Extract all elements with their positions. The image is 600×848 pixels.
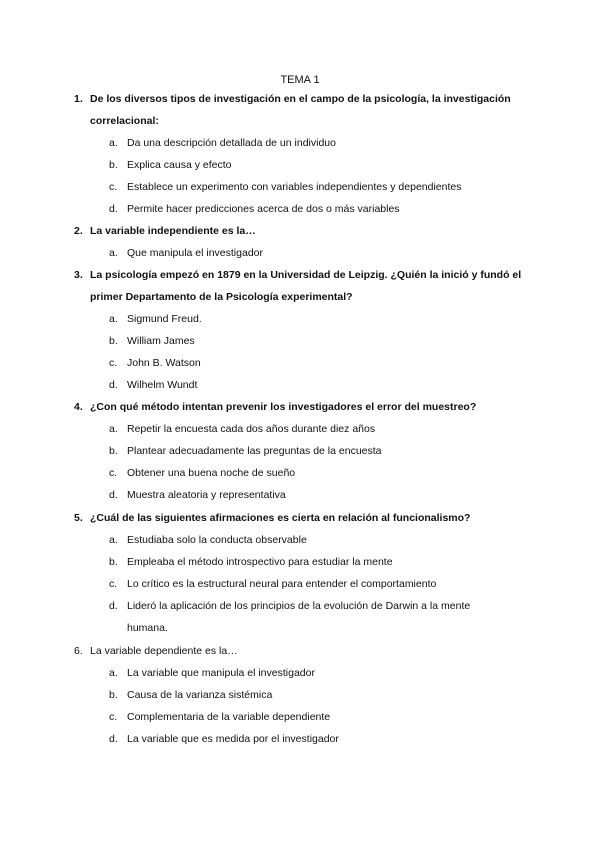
option-text: Complementaria de la variable dependiente xyxy=(127,711,331,723)
option-letter: d. xyxy=(109,489,118,501)
option-letter: a. xyxy=(109,534,118,546)
question-text: ¿Cuál de las siguientes afirmaciones es cierta en relación al funcionalismo? xyxy=(90,512,471,524)
option-letter: c. xyxy=(109,711,118,723)
option-text: La variable que manipula el investigador xyxy=(127,667,315,679)
option-letter: d. xyxy=(109,600,118,612)
option-text: Permite hacer predicciones acerca de dos o más variables xyxy=(127,203,400,215)
option-letter: b. xyxy=(109,689,118,701)
question-number: 3. xyxy=(74,269,83,281)
option-letter: b. xyxy=(109,556,118,568)
option-text: Plantear adecuadamente las preguntas de la encuesta xyxy=(127,445,382,457)
option-text: John B. Watson xyxy=(127,357,201,369)
option-text: Que manipula el investigador xyxy=(127,247,263,259)
option-text: Causa de la varianza sistémica xyxy=(127,689,273,701)
option-letter: a. xyxy=(109,423,118,435)
question-text: La variable dependiente es la… xyxy=(90,645,238,657)
option-letter: b. xyxy=(109,159,118,171)
question-number: 4. xyxy=(74,401,83,413)
option-letter: a. xyxy=(109,247,118,259)
option-text: Repetir la encuesta cada dos años durante diez años xyxy=(127,423,376,435)
option-text: Sigmund Freud. xyxy=(127,313,202,325)
option-letter: d. xyxy=(109,203,118,215)
option-text: Lo crítico es la estructural neural para entender el comportamiento xyxy=(127,578,437,590)
option-text: Wilhelm Wundt xyxy=(127,379,198,391)
option-letter: a. xyxy=(109,313,118,325)
option-text: Muestra aleatoria y representativa xyxy=(127,489,286,501)
question-number: 5. xyxy=(74,512,83,524)
question-number: 1. xyxy=(74,93,83,105)
option-letter: a. xyxy=(109,667,118,679)
option-letter: a. xyxy=(109,137,118,149)
option-letter: b. xyxy=(109,335,118,347)
option-text: Explica causa y efecto xyxy=(127,159,232,171)
option-letter: c. xyxy=(109,357,118,369)
option-letter: c. xyxy=(109,181,118,193)
option-text: Lideró la aplicación de los principios de la evolución de Darwin a la mente humana. xyxy=(127,600,471,634)
question-text: De los diversos tipos de investigación en el campo de la psicología, la investigación correlacional: xyxy=(90,93,511,127)
question-number: 2. xyxy=(74,225,83,237)
question-text: ¿Con qué método intentan prevenir los investigadores el error del muestreo? xyxy=(90,401,477,413)
option-letter: b. xyxy=(109,445,118,457)
option-letter: c. xyxy=(109,467,118,479)
question-number: 6. xyxy=(74,645,83,657)
option-letter: d. xyxy=(109,733,118,745)
page-title: TEMA 1 xyxy=(280,74,320,86)
question-text: La variable independiente es la… xyxy=(90,225,256,237)
option-text: Estudiaba solo la conducta observable xyxy=(127,534,307,546)
question-text: La psicología empezó en 1879 en la Universidad de Leipzig. ¿Quién la inició y fundó el primer Departamento de la Psicología experimental? xyxy=(90,269,522,303)
option-letter: c. xyxy=(109,578,118,590)
option-text: Da una descripción detallada de un individuo xyxy=(127,137,336,149)
option-text: Obtener una buena noche de sueño xyxy=(127,467,296,479)
option-text: Establece un experimento con variables independientes y dependientes xyxy=(127,181,462,193)
option-text: Empleaba el método introspectivo para estudiar la mente xyxy=(127,556,393,568)
option-text: William James xyxy=(127,335,195,347)
option-letter: d. xyxy=(109,379,118,391)
option-text: La variable que es medida por el investigador xyxy=(127,733,339,745)
